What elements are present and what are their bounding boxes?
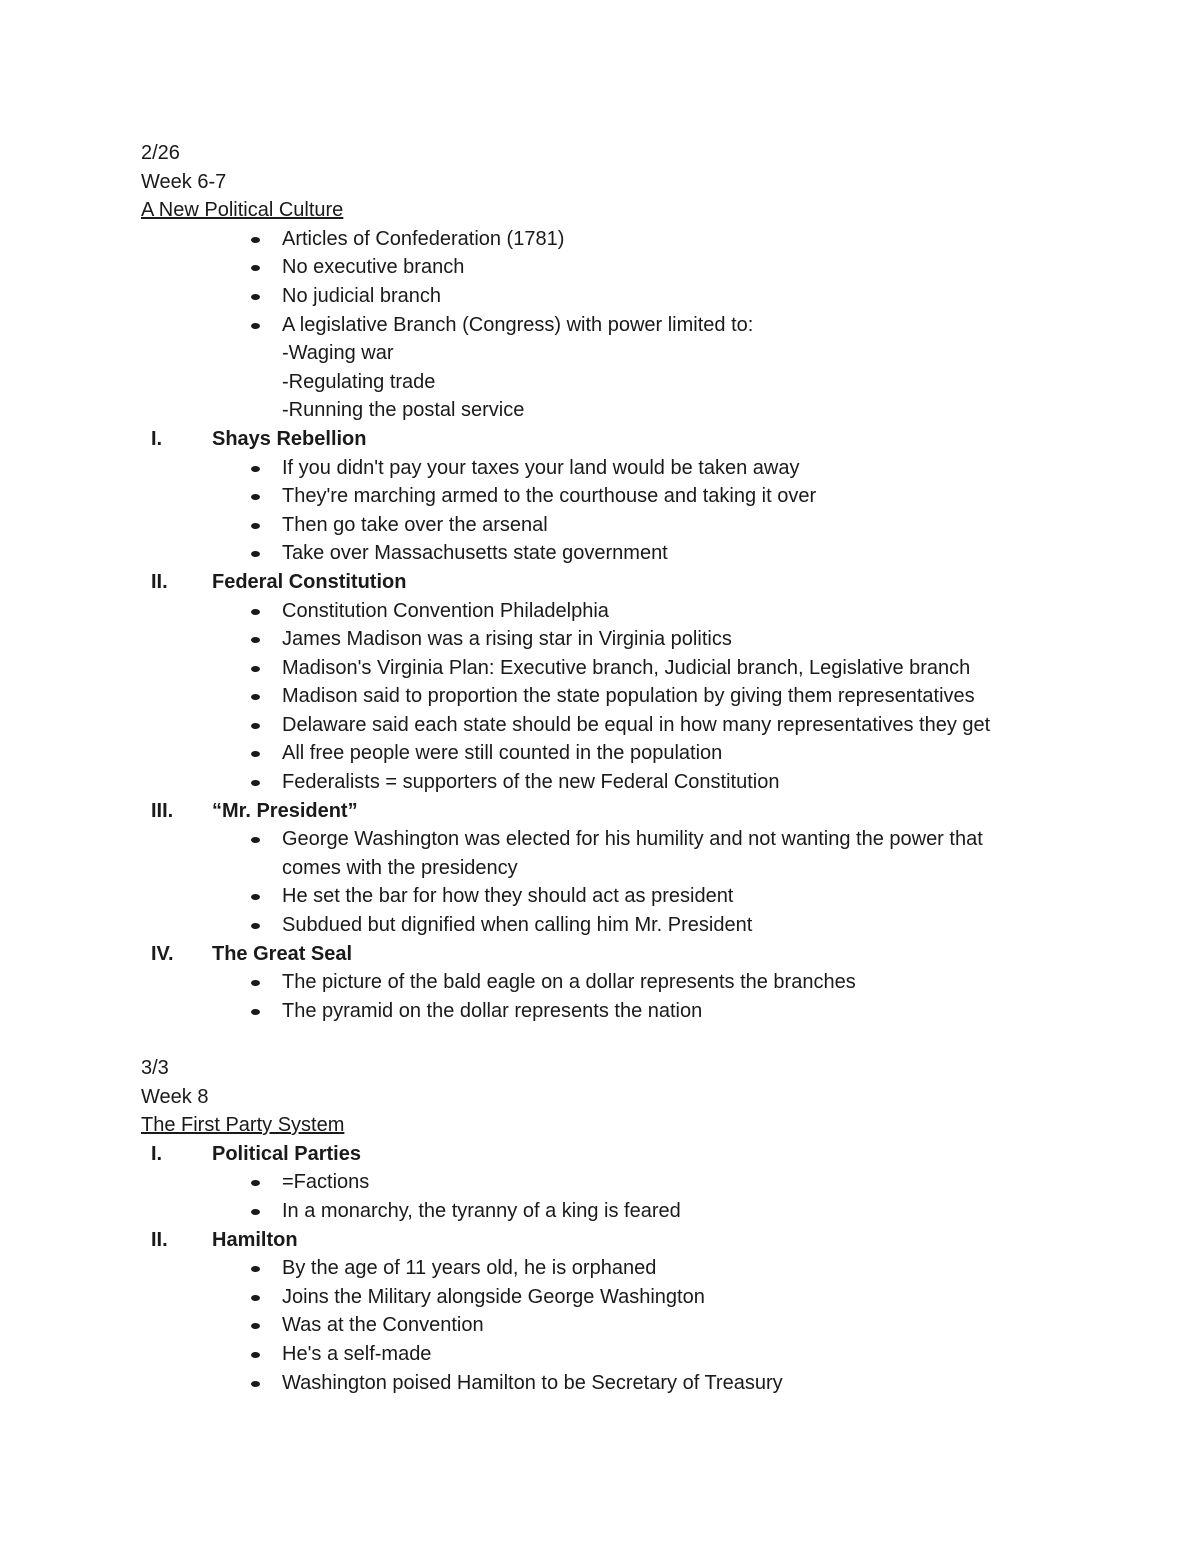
sub-list-item: -Regulating trade [282,370,436,393]
list-item: Then go take over the arsenal [141,511,1062,540]
bullet-icon [251,1295,260,1301]
bullet-icon [251,980,260,986]
section-numeral: II. [151,570,168,593]
sub-list-item: -Waging war [282,342,394,365]
section-heading [141,1226,1141,1255]
bullet-icon [251,265,260,271]
bullet-icon [251,237,260,243]
bullet-icon [251,609,260,615]
section-numeral: II. [151,1228,168,1251]
list-item: All free people were still counted in the population [141,739,1062,768]
bullet-icon [251,666,260,672]
section-heading [141,1140,1141,1169]
list-item: Take over Massachusetts state government [141,539,1062,568]
section-title: Federal Constitution [212,570,407,593]
list-item: The pyramid on the dollar represents the nation [141,997,1062,1026]
bullet-icon [251,1180,260,1186]
section-title: “Mr. President” [212,799,358,822]
bullet-icon [251,523,260,529]
note-title: A New Political Culture [141,199,344,222]
list-item: He's a self-made [141,1340,1062,1369]
list-item: If you didn't pay your taxes your land would be taken away [141,454,1062,483]
bullet-icon [251,1323,260,1329]
list-item: He set the bar for how they should act as president [141,882,1062,911]
sub-list-item: -Running the postal service [282,399,525,422]
note-date: 2/26 [141,142,180,164]
list-item: No judicial branch [141,282,1062,311]
bullet-icon [251,1266,260,1272]
bullet-icon [251,1209,260,1215]
bullet-icon [251,723,260,729]
section-title: Hamilton [212,1228,298,1251]
bullet-icon [251,637,260,643]
list-item: A legislative Branch (Congress) with power limited to: [141,311,1062,340]
bullet-icon [251,894,260,900]
list-item: James Madison was a rising star in Virginia politics [141,625,1062,654]
section-numeral: IV. [151,942,174,965]
list-item: Delaware said each state should be equal in how many representatives they get [141,711,1200,740]
bullet-icon [251,294,260,300]
list-item: They're marching armed to the courthouse and taking it over [141,482,1062,511]
bullet-icon [251,923,260,929]
section-heading [141,425,1141,454]
note-title: The First Party System [141,1114,345,1137]
list-item: =Factions [141,1168,1062,1197]
note-block [141,139,1141,1025]
bullet-icon [251,1009,260,1015]
list-item: George Washington was elected for his humility and not wanting the power that comes with the presidency [141,825,1042,882]
section-numeral: I. [151,427,163,450]
blank-line [141,1025,1141,1054]
bullet-icon [251,694,260,700]
notes-page [141,139,1141,1397]
section-title: Political Parties [212,1142,361,1165]
bullet-icon [251,551,260,557]
note-week: Week 8 [141,1085,209,1108]
bullet-icon [251,837,260,843]
section-title: The Great Seal [212,942,353,965]
list-item: Madison's Virginia Plan: Executive branch, Judicial branch, Legislative branch [141,654,1182,683]
list-item: No executive branch [141,253,1062,282]
bullet-icon [251,323,260,329]
note-block [141,1054,1141,1397]
list-item: Articles of Confederation (1781) [141,225,1062,254]
note-week: Week 6-7 [141,170,227,193]
bullet-icon [251,1381,260,1387]
bullet-icon [251,1352,260,1358]
section-title: Shays Rebellion [212,427,367,450]
section-heading [141,568,1141,597]
list-item: Washington poised Hamilton to be Secretary of Treasury [141,1369,1062,1398]
list-item: Joins the Military alongside George Washington [141,1283,1062,1312]
bullet-icon [251,466,260,472]
bullet-icon [251,751,260,757]
list-item: Was at the Convention [141,1311,1062,1340]
list-item: In a monarchy, the tyranny of a king is feared [141,1197,1062,1226]
note-date: 3/3 [141,1057,169,1079]
section-heading [141,940,1141,969]
bullet-icon [251,494,260,500]
section-heading [141,797,1141,826]
list-item: Federalists = supporters of the new Federal Constitution [141,768,1062,797]
list-item: Subdued but dignified when calling him Mr. President [141,911,1062,940]
section-numeral: I. [151,1142,163,1165]
list-item: The picture of the bald eagle on a dollar represents the branches [141,968,1062,997]
list-item: By the age of 11 years old, he is orphaned [141,1254,1062,1283]
section-numeral: III. [151,799,174,822]
bullet-icon [251,780,260,786]
list-item: Constitution Convention Philadelphia [141,597,1062,626]
list-item: Madison said to proportion the state population by giving them representatives [141,682,1182,711]
